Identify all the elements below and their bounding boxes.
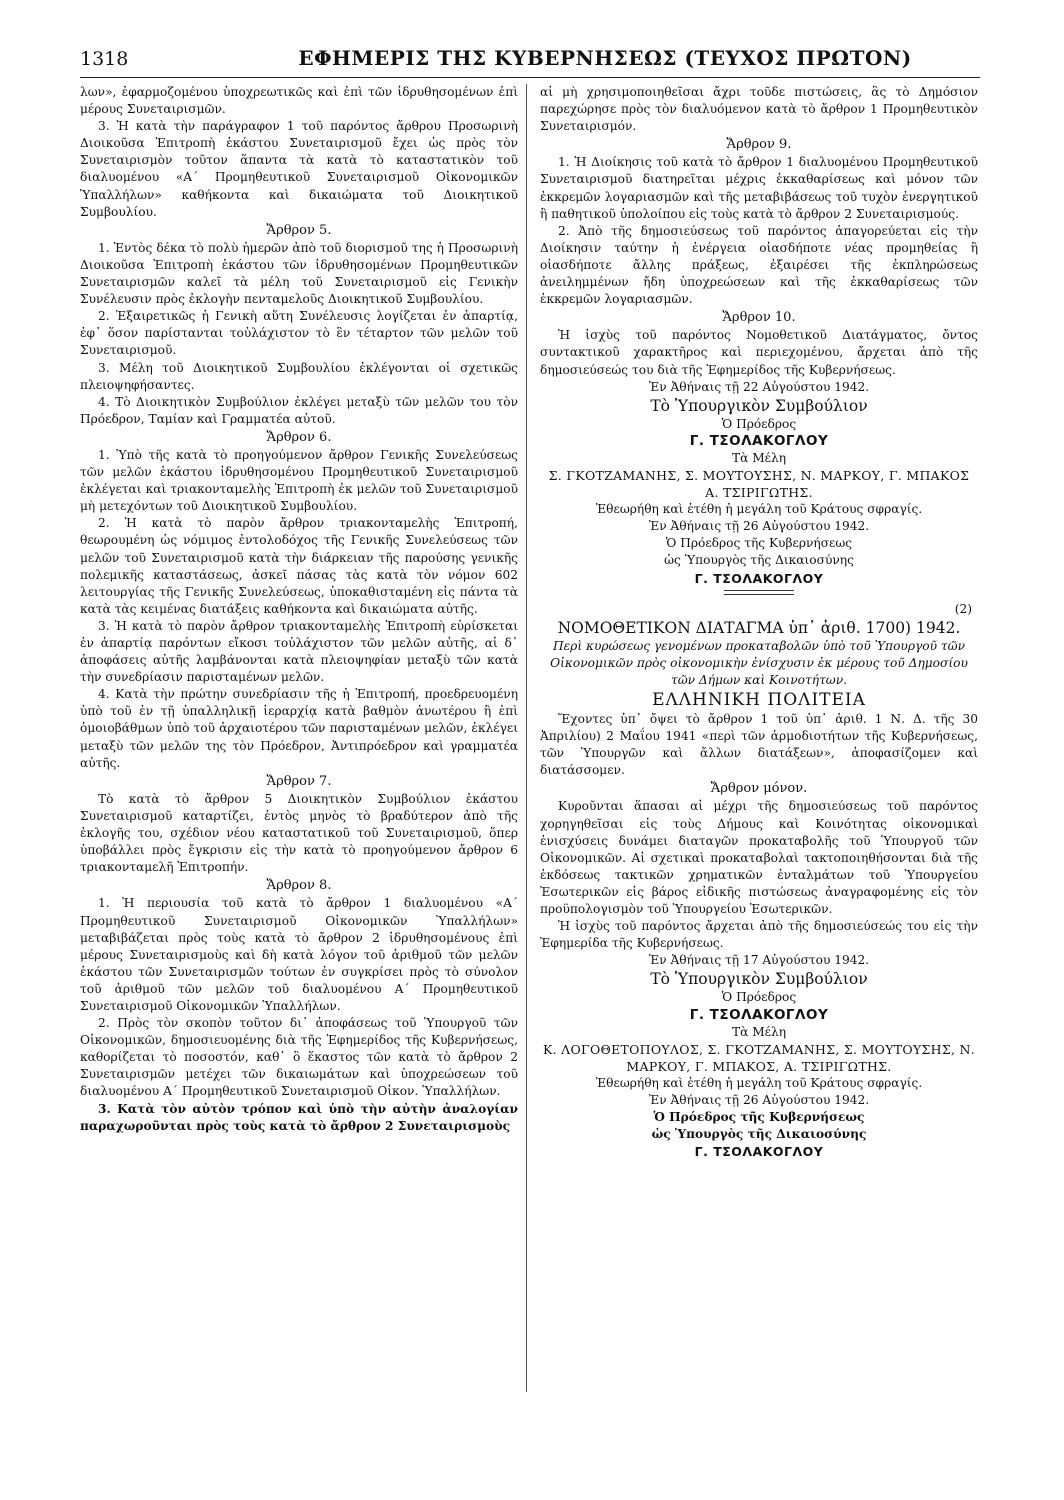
signing-date: Ἐν Ἀθήναις τῇ 17 Αὐγούστου 1942. — [648, 953, 870, 968]
paragraph: 3. Μέλη τοῦ Διοικητικοῦ Συμβουλίου ἐκλέγονται οἱ σχετικῶς πλειοψηφήσαντες. — [80, 360, 518, 392]
decree-number — [540, 601, 978, 618]
article-heading: Ἄρθρον 6. — [266, 429, 332, 445]
president-label: Ὁ Πρόεδρος — [721, 416, 797, 431]
paragraph: Ἡ ἰσχὺς τοῦ παρόντος ἄρχεται ἀπὸ τῆς δημοσιεύσεώς του εἰς τὴν Ἐφημερίδα τῆς Κυβερνήσεως. — [540, 919, 978, 951]
seal-date: Ἐν Ἀθήναις τῇ 26 Αὐγούστου 1942. — [648, 519, 870, 534]
column-divider — [526, 84, 527, 1392]
council-heading: Τὸ Ὑπουργικὸν Συμβούλιον — [650, 396, 868, 415]
paragraph: λων», ἐφαρμοζομένου ὑποχρεωτικῶς καὶ ἐπὶ τῶν ἱδρυθησομένων ἐπὶ μέρους Συνεταιρισμῶν. — [80, 85, 518, 117]
article-heading: Ἄρθρον 9. — [726, 137, 792, 153]
justice-label: ὡς Ὑπουργὸς τῆς Δικαιοσύνης — [664, 553, 854, 568]
president-label: Ὁ Πρόεδρος — [721, 990, 797, 1005]
paragraph: αἱ μὴ χρησιμοποιηθεῖσαι ἄχρι τοῦδε πιστώσεις, ἃς τὸ Δημόσιον παρεχώρησε πρὸς τὸν διαλυόμενον κατὰ τὸ ἄρθρον 1 Προμηθευτικὸν Συνεταιρισμόν. — [540, 85, 978, 134]
signature-name: Γ. ΤΣΟΛΑΚΟΓΛΟΥ — [694, 570, 824, 586]
article-heading: Ἄρθρον 7. — [266, 773, 332, 789]
paragraph: 3. Ἡ κατὰ τὸ παρὸν ἄρθρον τριακονταμελὴς Ἐπιτροπὴ εὑρίσκεται ἐν ἀπαρτίᾳ παρόντων εἴκοσι τοὐλάχιστον τῶν μελῶν αὐτῆς, αἱ δ᾽ ἀποφάσεις αὐτῆς λαμβάνονται κατὰ πλειοψηφίαν μεταξὺ τῶν κατὰ τὴν συνεδρίασιν παρισταμένων μελῶν. — [80, 618, 518, 685]
right-column — [540, 84, 978, 1160]
left-column — [80, 84, 518, 1135]
paragraph: 4. Κατὰ τὴν πρώτην συνεδρίασιν τῆς ἡ Ἐπιτροπή, προεδρευομένη ὑπὸ τοῦ ἐν τῇ ὑπαλληλικῇ ἱεραρχίᾳ κατὰ βαθμὸν ἀνωτέρου ἢ ἐπὶ ὁμοιοβάθμων ὑπὸ τοῦ ἀρχαιοτέρου τῶν παρισταμένων μελῶν, ἐκλέγει μεταξὺ τῶν μελῶν της τὸν Πρόεδρον, Ἀντιπρόεδρον καὶ γραμματέα αὐτῆς. — [80, 687, 518, 770]
seal-note: Ἐθεωρήθη καὶ ἐτέθη ἡ μεγάλη τοῦ Κράτους σφραγίς. — [595, 502, 923, 517]
members-label: Τὰ Μέλη — [731, 1024, 787, 1039]
article-heading: Ἄρθρον 8. — [266, 878, 332, 894]
signature-name: Γ. ΤΣΟΛΑΚΟΓΛΟΥ — [689, 432, 829, 449]
seal-date: Ἐν Ἀθήναις τῇ 26 Αὐγούστου 1942. — [648, 1092, 870, 1107]
paragraph: 1. Ὑπὸ τῆς κατὰ τὸ προηγούμενον ἄρθρον Γενικῆς Συνελεύσεως τῶν μελῶν ἑκάστου ἱδρυθησομένου Προμηθευτικοῦ Συνεταιρισμοῦ ἐκλέγεται καὶ τριακονταμελὴς Ἐπιτροπὴ ἐκ μελῶν τοῦ Συνεταιρισμοῦ μὴ μετεχόντων τοῦ Διοικητικοῦ Συμβουλίου. — [80, 447, 518, 514]
state-heading: ΕΛΛΗΝΙΚΗ ΠΟΛΙΤΕΙΑ — [652, 690, 866, 710]
signing-date: Ἐν Ἀθήναις τῇ 22 Αὐγούστου 1942. — [648, 379, 870, 394]
paragraph: 3. Ἡ κατὰ τὴν παράγραφον 1 τοῦ παρόντος ἄρθρου Προσωρινὴ Διοικοῦσα Ἐπιτροπὴ ἑκάστου Συνεταιρισμοῦ ἔχει ὡς πρὸς τὸν Συνεταιρισμὸν τοῦτον ἅπαντα τὰ κατὰ τὸ καταστατικὸν τοῦ διαλυομένου «Α΄ Προμηθευτικοῦ Συνεταιρισμοῦ Οἰκονομικῶν Ὑπαλλήλων» καθήκοντα καὶ δικαιώματα τοῦ Διοικητικοῦ Συμβουλίου. — [80, 119, 518, 219]
paragraph: 1. Ἐντὸς δέκα τὸ πολὺ ἡμερῶν ἀπὸ τοῦ διορισμοῦ της ἡ Προσωρινὴ Διοικοῦσα Ἐπιτροπὴ ἑκάστου τῶν ἱδρυθησομένων Προμηθευτικῶν Συνεταιρισμῶν καλεῖ τὰ μέλη τοῦ Συνεταιρισμοῦ εἰς Γενικὴν Συνέλευσιν πρὸς ἐκλογὴν πενταμελοῦς Διοικητικοῦ Συμβουλίου. — [80, 240, 518, 307]
decree-subject: Περὶ κυρώσεως γενομένων προκαταβολῶν ὑπὸ τοῦ Ὑπουργοῦ τῶν Οἰκονομικῶν πρὸς οἰκονομικὴν ἐνίσχυσιν ἐκ μέρους τοῦ Δημοσίου τῶν Δήμων καὶ Κοινοτήτων. — [550, 638, 968, 687]
paragraph: Ἔχοντες ὑπ᾽ ὄψει τὸ ἄρθρον 1 τοῦ ὑπ᾽ ἀριθ. 1 Ν. Δ. τῆς 30 Ἀπριλίου) 2 Μαΐου 1941 «περὶ τῶν ἁρμοδιοτήτων τῆς Κυβερνήσεως, τῶν Ὑπουργῶν καὶ ἄλλων διατάξεων», ἀποφασίζομεν καὶ διατάσσομεν. — [540, 712, 978, 778]
paragraph: 1. Ἡ περιουσία τοῦ κατὰ τὸ ἄρθρον 1 διαλυομένου «Α΄ Προμηθευτικοῦ Συνεταιρισμοῦ Οἰκονομικῶν Ὑπαλλήλων» μεταβιβάζεται πρὸς τοὺς κατὰ τὸ ἄρθρον 2 ἱδρυθησομένους ἐπὶ μέρους Συνεταιρισμοὺς καὶ δὴ κατὰ λόγον τοῦ ἀριθμοῦ τῶν μελῶν ἑκάστου τῶν Συνεταιρισμῶν τούτων ἐν συγκρίσει πρὸς τὸ σύνολον τοῦ ἀριθμοῦ τῶν μελῶν τοῦ διαλυομένου Α΄ Προμηθευτικοῦ Συνεταιρισμοῦ Οἰκονομικῶν Ὑπαλλήλων. — [80, 896, 518, 1013]
paragraph: 1. Ἡ Διοίκησις τοῦ κατὰ τὸ ἄρθρον 1 διαλυομένου Προμηθευτικοῦ Συνεταιρισμοῦ διατηρεῖται μέχρις ἐκκαθαρίσεως καὶ μόνον τῶν ἐκκρεμῶν λογαριασμῶν καὶ τῆς μεταβιβάσεως τοῦ τυχὸν ἐνεργητικοῦ ἢ παθητικοῦ ὑπολοίπου εἰς τοὺς κατὰ τὸ ἄρθρον 2 Συνεταιρισμούς. — [540, 155, 978, 221]
members-list: Σ. ΓΚΟΤΖΑΜΑΝΗΣ, Σ. ΜΟΥΤΟΥΣΗΣ, Ν. ΜΑΡΚΟΥ, Γ. ΜΠΑΚΟΣ Α. ΤΣΙΡΙΓΩΤΗΣ. — [548, 467, 970, 501]
paragraph: 2. Ἡ κατὰ τὸ παρὸν ἄρθρον τριακονταμελὴς Ἐπιτροπή, θεωρουμένη ὡς νόμιμος ἐντολοδόχος τῆς Γενικῆς Συνελεύσεως τῶν μελῶν τοῦ Συνεταιρισμοῦ κατὰ τὴν διάρκειαν τῆς παρούσης γενικῆς πολεμικῆς καταστάσεως, ἀσκεῖ πάσας τὰς κατὰ τὸν νόμον 602 λειτουργίας τῆς Γενικῆς Συνελεύσεως, ὑποκαθισταμένη εἰς πάντα τὰ κατὰ τὰς κειμένας διατάξεις καθήκοντα καὶ δικαιώματα αὐτῆς. — [80, 516, 518, 616]
members-list: Κ. ΛΟΓΟΘΕΤΟΠΟΥΛΟΣ, Σ. ΓΚΟΤΖΑΜΑΝΗΣ, Σ. ΜΟΥΤΟΥΣΗΣ, Ν. ΜΑΡΚΟΥ, Γ. ΜΠΑΚΟΣ, Α. ΤΣΙΡΙΓΩΤΗΣ. — [542, 1041, 976, 1074]
paragraph: 2. Ἀπὸ τῆς δημοσιεύσεως τοῦ παρόντος ἀπαγορεύεται εἰς τὴν Διοίκησιν ταύτην ἡ ἐνέργεια οἱασδήποτε νέας προμηθείας ἢ οἱασδήποτε ἄλλης πράξεως, ἐξαιρέσει τῆς ἐκπληρώσεως ἀνειλημμένων ἤδη ὑποχρεώσεων καὶ τῆς ἐκκαθαρίσεως τῶν ἐκκρεμῶν λογαριασμῶν. — [540, 223, 978, 307]
divider-ornament — [724, 590, 794, 595]
justice-label: ὡς Ὑπουργὸς τῆς Δικαιοσύνης — [651, 1127, 867, 1142]
signature-name: Γ. ΤΣΟΛΑΚΟΓΛΟΥ — [689, 1006, 829, 1023]
paragraph: 2. Πρὸς τὸν σκοπὸν τοῦτον δι᾽ ἀποφάσεως τοῦ Ὑπουργοῦ τῶν Οἰκονομικῶν, δημοσιευομένης διὰ τῆς Ἐφημερίδος τῆς Κυβερνήσεως, καθορίζεται τὸ ποσοστόν, καθ᾽ ὃ ἕκαστος τῶν κατὰ τὸ ἄρθρον 2 Συνεταιρισμῶν μετέχει τῶν δικαιωμάτων καὶ ὑποχρεώσεων τοῦ διαλυομένου Α΄ Προμηθευτικοῦ Συνεταιρισμοῦ Οἰκον. Ὑπαλλήλων. — [80, 1016, 518, 1099]
header-rule — [80, 77, 980, 78]
council-heading: Τὸ Ὑπουργικὸν Συμβούλιον — [650, 970, 868, 989]
paragraph: Ἡ ἰσχὺς τοῦ παρόντος Νομοθετικοῦ Διατάγματος, ὄντος συντακτικοῦ χαρακτῆρος καὶ περιεχομένου, ἄρχεται ἀπὸ τῆς δημοσιεύσεώς του διὰ τῆς Ἐφημερίδος τῆς Κυβερνήσεως. — [540, 328, 978, 377]
paragraph: 3. Κατὰ τὸν αὐτὸν τρόπον καὶ ὑπὸ τὴν αὐτὴν ἀναλογίαν παραχωροῦνται πρὸς τοὺς κατὰ τὸ ἄρθρον 2 Συνεταιρισμοὺς — [80, 1101, 518, 1133]
decree-number-text: (2) — [954, 601, 972, 616]
seal-note: Ἐθεωρήθη καὶ ἐτέθη ἡ μεγάλη τοῦ Κράτους σφραγίς. — [595, 1075, 923, 1090]
page-number: 1318 — [80, 48, 129, 70]
paragraph: 2. Ἐξαιρετικῶς ἡ Γενικὴ αὕτη Συνέλευσις λογίζεται ἐν ἀπαρτίᾳ, ἐφ᾽ ὅσον παρίστανται τοὐλάχιστον τὸ ἓν τέταρτον τῶν μελῶν τοῦ Συνεταιρισμοῦ. — [80, 309, 518, 358]
signature-name: Γ. ΤΣΟΛΑΚΟΓΛΟΥ — [694, 1144, 824, 1160]
members-label: Τὰ Μέλη — [731, 450, 787, 465]
gazette-title: ΕΦΗΜΕΡΙΣ ΤΗΣ ΚΥΒΕΡΝΗΣΕΩΣ (ΤΕΥΧΟΣ ΠΡΩΤΟΝ) — [298, 46, 912, 70]
pm-label: Ὁ Πρόεδρος τῆς Κυβερνήσεως — [665, 536, 853, 551]
paragraph: Κυροῦνται ἅπασαι αἱ μέχρι τῆς δημοσιεύσεως τοῦ παρόντος χορηγηθεῖσαι εἰς τοὺς Δήμους καὶ Κοινότητας οἰκονομικαὶ ἐνισχύσεις δυνάμει διαταγῶν προκαταβολῆς τοῦ Ὑπουργοῦ τῶν Οἰκονομικῶν. Αἱ σχετικαὶ προκαταβολαὶ τακτοποιηθήσονται διὰ τῆς ἐκδόσεως τακτικῶν χρηματικῶν ἐνταλμάτων τοῦ Ὑπουργείου Ἐσωτερικῶν εἰς βάρος εἰδικῆς πιστώσεως ἀναγραφομένης εἰς τὸν προϋπολογισμὸν τοῦ Ὑπουργείου Ἐσωτερικῶν. — [540, 799, 978, 917]
paragraph: Τὸ κατὰ τὸ ἄρθρον 5 Διοικητικὸν Συμβούλιον ἑκάστου Συνεταιρισμοῦ καταρτίζει, ἐντὸς μηνὸς τὸ βραδύτερον ἀπὸ τῆς ἐκλογῆς του, σχέδιον νέου καταστατικοῦ τοῦ Συνεταιρισμοῦ, ὅπερ ὑποβάλλει πρὸς ἔγκρισιν εἰς τὴν κατὰ τὸ προηγούμενον ἄρθρον 6 τριακονταμελῆ Ἐπιτροπήν. — [80, 791, 518, 875]
page-header — [80, 44, 980, 74]
article-heading: Ἄρθρον 10. — [722, 310, 796, 326]
decree-title: ΝΟΜΟΘΕΤΙΚΟΝ ΔΙΑΤΑΓΜΑ ὑπ᾽ ἀριθ. 1700) 1942. — [557, 618, 961, 637]
article-heading: Ἄρθρον μόνον. — [710, 781, 808, 797]
article-heading: Ἄρθρον 5. — [266, 222, 332, 238]
paragraph: 4. Τὸ Διοικητικὸν Συμβούλιον ἐκλέγει μεταξὺ τῶν μελῶν του τὸν Πρόεδρον, Ταμίαν καὶ Γραμματέα αὐτοῦ. — [80, 394, 518, 426]
pm-label: Ὁ Πρόεδρος τῆς Κυβερνήσεως — [653, 1110, 865, 1125]
